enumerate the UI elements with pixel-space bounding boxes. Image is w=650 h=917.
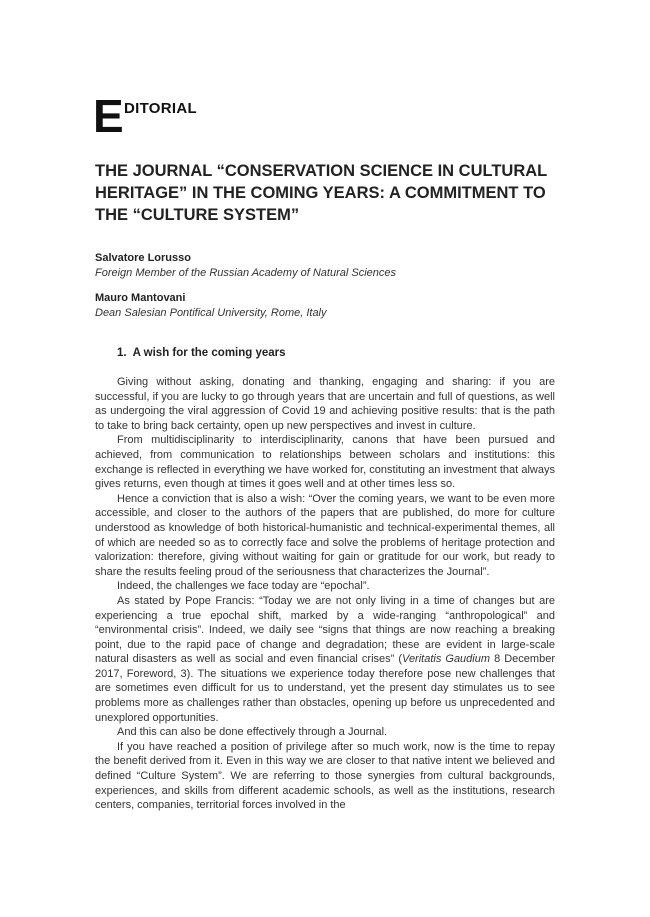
citation-title: Veritatis Gaudium — [402, 653, 491, 666]
author-block — [95, 251, 565, 281]
paragraph: Giving without asking, donating and thanking, engaging and sharing: if you are successful, if you are lucky to go through years that are uncertain and full of questions, as well as undergoing the viral aggression of Covid 19 and achieving positive results: that is the path to take to bring back certainty, open up new perspectives and invest in culture. — [95, 376, 555, 432]
paragraph: From multidisciplinarity to interdisciplinarity, canons that have been pursued and achieved, from communication to relationships between scholars and institutions: this exchange is reflected in everything we have worked for, constituting an investment that always gives returns, even though at times it goes well and at other times less so. — [95, 434, 555, 491]
section-number: 1. — [117, 347, 127, 359]
article-title: THE JOURNAL “CONSERVATION SCIENCE IN CULTURAL HERITAGE” IN THE COMING YEARS: A COMMITMENT TO THE “CULTURE SYSTEM” — [95, 162, 547, 224]
paragraph: Indeed, the challenges we face today are “epochal”. — [117, 580, 370, 593]
paragraph-text: As stated by Pope Francis: “Today we are not only living in a time of changes but are experiencing a true epochal shift, marked by a wide-ranging “anthropological” and “environmental crisis”. Indeed, we daily see “signs that things are now reaching a breaking point, due to the rapid pace of change and degradation; these are evident in large-scale natural disasters as well as social and even financial crises” ( — [95, 594, 555, 666]
section-heading-text: A wish for the coming years — [132, 347, 286, 359]
paragraph: And this can also be done effectively through a Journal. — [117, 726, 388, 739]
drop-cap-initial: E — [93, 90, 124, 142]
author-name: Mauro Mantovani — [95, 292, 186, 304]
paragraph-text: 8 December 2017, Foreword, 3). The situations we experience today therefore pose new challenges that are sometimes even difficult for us to understand, yet the present day stimulates us to see problems more as challenges rather than obstacles, opening up before us unprecedented and unexplored opportunities. — [95, 653, 555, 724]
section-label-text: DITORIAL — [124, 100, 197, 117]
author-affiliation: Dean Salesian Pontifical University, Rome, Italy — [95, 307, 327, 319]
section-heading — [117, 347, 286, 359]
author-name: Salvatore Lorusso — [95, 252, 191, 264]
paragraph: If you have reached a position of privilege after so much work, now is the time to repay the benefit derived from it. Even in this way we are closer to that native intent we believed and defined “Culture System”. We are referring to those synergies from cultural backgrounds, experiences, and skills from different academic schools, as well as the institutions, research centers, companies, territorial forces involved in the — [95, 740, 555, 812]
author-block — [95, 291, 565, 321]
body-text — [95, 375, 555, 813]
paragraph-pope-quote — [95, 594, 555, 725]
paragraph: Hence a conviction that is also a wish: “Over the coming years, we want to be even more accessible, and closer to the authors of the papers that are published, do more for culture understood as knowledge of both historical-humanistic and technical-experimental themes, all of which are needed so as to correctly face and solve the problems of heritage protection and valorization: therefore, giving without waiting for gain or gratitude for our work, but ready to share the results feeling proud of the seriousness that characterizes the Journal”. — [95, 492, 555, 578]
author-affiliation: Foreign Member of the Russian Academy of Natural Sciences — [95, 267, 397, 279]
